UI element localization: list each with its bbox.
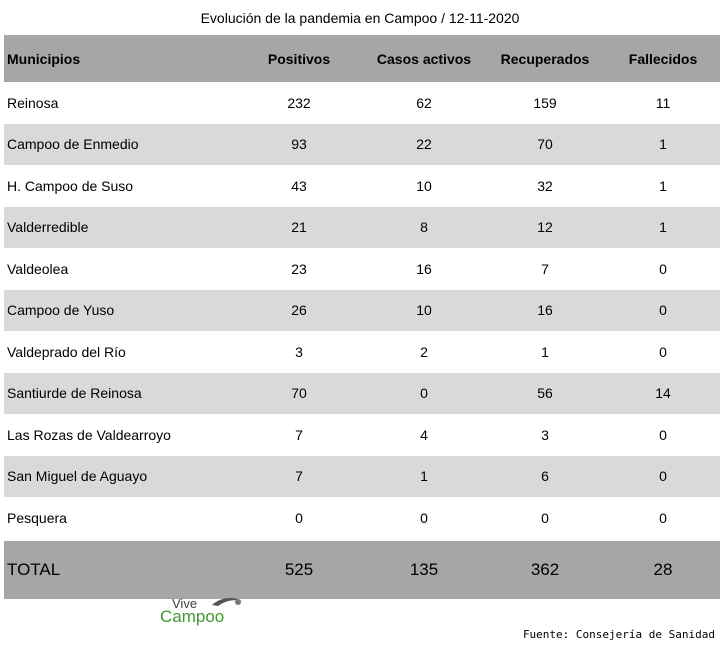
positivos-cell: 26: [291, 302, 307, 319]
casos-activos-cell: 22: [416, 136, 432, 153]
table-row: [4, 414, 720, 456]
column-header-municipios: Municipios: [7, 50, 81, 67]
casos-activos-cell: 2: [420, 343, 428, 360]
municipio-cell: Valdeprado del Río: [7, 343, 126, 360]
positivos-cell: 43: [291, 177, 307, 194]
casos-activos-cell: 1: [420, 468, 428, 485]
municipio-cell: Valderredible: [7, 219, 89, 236]
fallecidos-cell: 1: [659, 177, 667, 194]
positivos-cell: 7: [295, 468, 303, 485]
positivos-cell: 3: [295, 343, 303, 360]
fallecidos-cell: 14: [655, 385, 671, 402]
recuperados-cell: 3: [541, 426, 549, 443]
table-row: [4, 373, 720, 415]
table-row: [4, 165, 720, 207]
fallecidos-cell: 0: [659, 343, 667, 360]
recuperados-cell: 6: [541, 468, 549, 485]
casos-activos-cell: 16: [416, 260, 432, 277]
fallecidos-cell: 0: [659, 509, 667, 526]
casos-activos-cell: 8: [420, 219, 428, 236]
column-header-casos-activos: Casos activos: [376, 50, 472, 67]
positivos-cell: 232: [287, 94, 311, 111]
total-positivos: 525: [284, 559, 314, 579]
table-row: [4, 82, 720, 124]
municipio-cell: Reinosa: [7, 94, 59, 111]
table-row: [4, 290, 720, 332]
casos-activos-cell: 62: [416, 94, 432, 111]
recuperados-cell: 12: [537, 219, 553, 236]
logo-vive-text: Vive: [172, 596, 198, 611]
table-row: [4, 124, 720, 166]
municipio-cell: Pesquera: [7, 509, 67, 526]
column-header-positivos: Positivos: [267, 50, 331, 67]
recuperados-cell: 32: [537, 177, 553, 194]
total-casos-activos: 135: [409, 559, 439, 579]
casos-activos-cell: 0: [420, 509, 428, 526]
fallecidos-cell: 0: [659, 302, 667, 319]
casos-activos-cell: 0: [420, 385, 428, 402]
positivos-cell: 7: [295, 426, 303, 443]
positivos-cell: 0: [295, 509, 303, 526]
table-row: [4, 331, 720, 373]
fallecidos-cell: 0: [659, 260, 667, 277]
fallecidos-cell: 1: [659, 219, 667, 236]
recuperados-cell: 0: [541, 509, 549, 526]
positivos-cell: 70: [291, 385, 307, 402]
positivos-cell: 23: [291, 260, 307, 277]
municipio-cell: Las Rozas de Valdearroyo: [7, 426, 171, 443]
source-note: Fuente: Consejería de Sanidad: [522, 628, 715, 641]
municipio-cell: Valdeolea: [7, 260, 69, 277]
municipio-cell: San Miguel de Aguayo: [7, 468, 148, 485]
table-header: [4, 35, 720, 82]
page-title: Evolución de la pandemia en Campoo / 12-11-2020: [200, 10, 520, 26]
fallecidos-cell: 1: [659, 136, 667, 153]
positivos-cell: 21: [291, 219, 307, 236]
recuperados-cell: 1: [541, 343, 549, 360]
positivos-cell: 93: [291, 136, 307, 153]
total-label: TOTAL: [7, 559, 61, 579]
recuperados-cell: 70: [537, 136, 553, 153]
total-recuperados: 362: [530, 559, 560, 579]
recuperados-cell: 159: [533, 94, 557, 111]
logo-campoo-text: Campoo: [160, 607, 225, 626]
fallecidos-cell: 0: [659, 426, 667, 443]
table-row: [4, 207, 720, 249]
casos-activos-cell: 10: [416, 177, 432, 194]
vive-campoo-logo: [160, 596, 250, 628]
municipio-cell: Campoo de Enmedio: [7, 136, 139, 153]
recuperados-cell: 56: [537, 385, 553, 402]
column-header-recuperados: Recuperados: [500, 50, 590, 67]
column-header-fallecidos: Fallecidos: [628, 50, 698, 67]
table-row: [4, 497, 720, 539]
total-fallecidos: 28: [653, 559, 673, 579]
recuperados-cell: 16: [537, 302, 553, 319]
fallecidos-cell: 0: [659, 468, 667, 485]
recuperados-cell: 7: [541, 260, 549, 277]
total-row: [4, 541, 720, 599]
table-row: [4, 248, 720, 290]
table-row: [4, 456, 720, 498]
casos-activos-cell: 4: [420, 426, 428, 443]
municipio-cell: H. Campoo de Suso: [7, 177, 134, 194]
fallecidos-cell: 11: [655, 94, 671, 111]
municipio-cell: Campoo de Yuso: [7, 302, 115, 319]
data-table: [4, 35, 720, 599]
casos-activos-cell: 10: [416, 302, 432, 319]
municipio-cell: Santiurde de Reinosa: [7, 385, 142, 402]
